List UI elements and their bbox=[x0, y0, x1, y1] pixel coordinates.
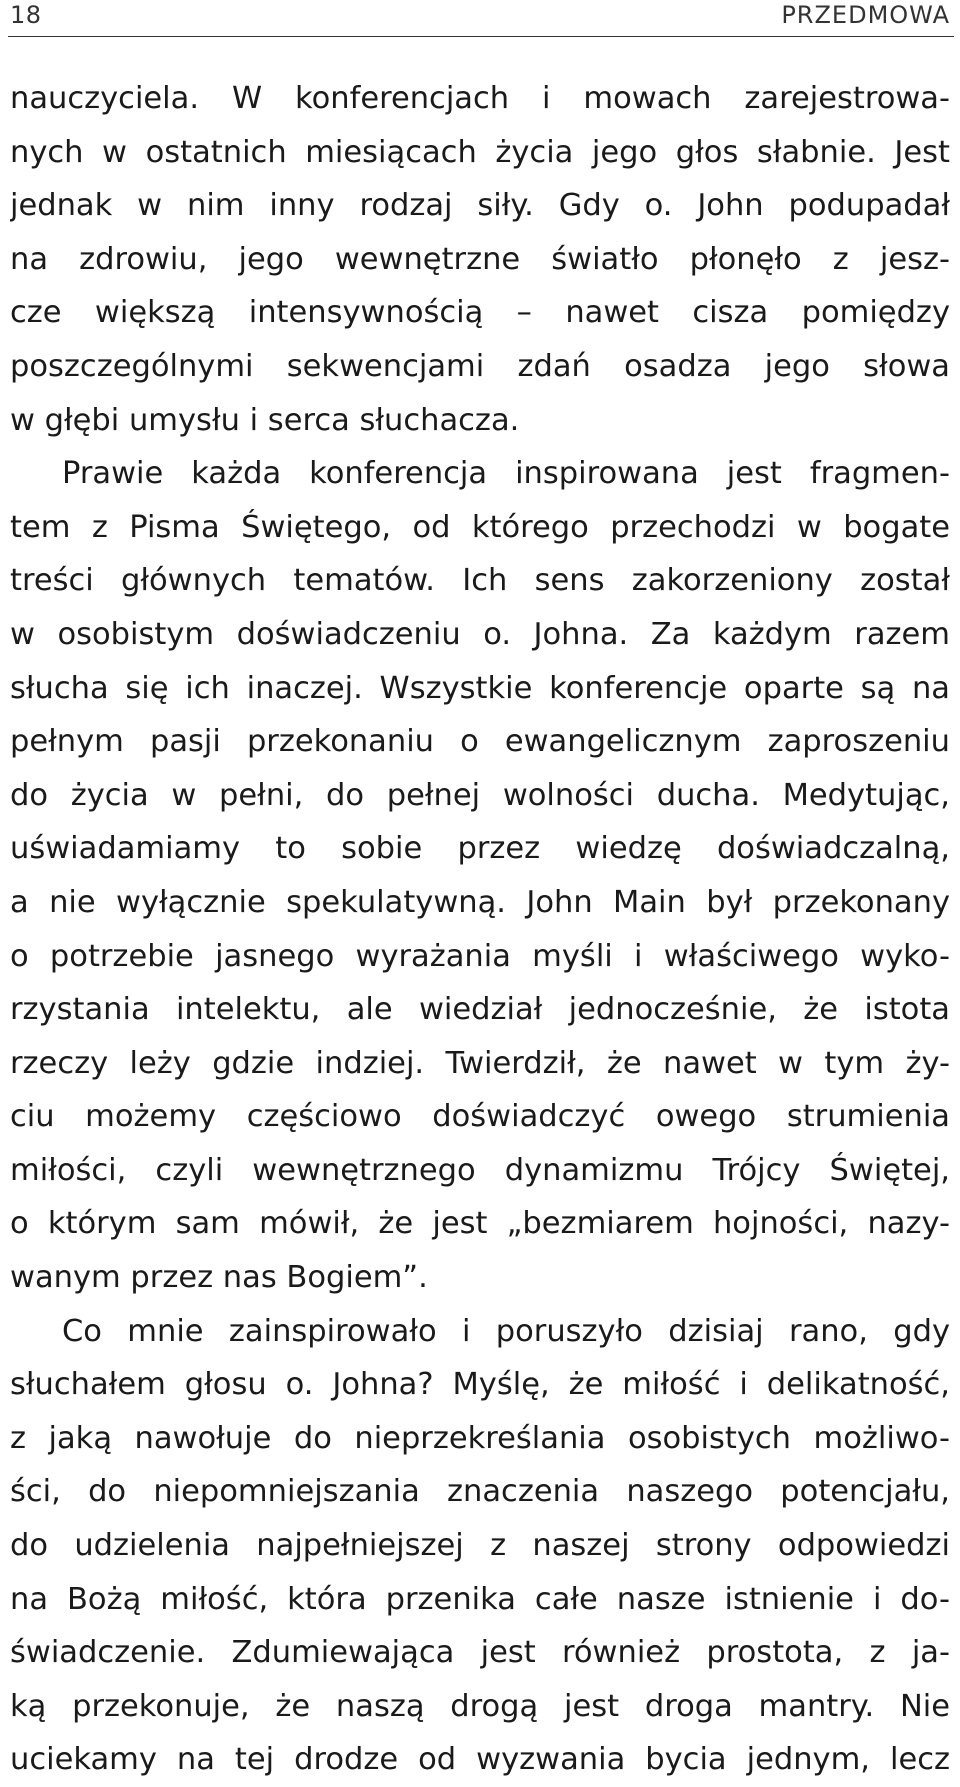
text-line: ką przekonuje, że naszą drogą jest droga mantry. Nie bbox=[10, 1688, 950, 1724]
text-line: rzeczy leży gdzie indziej. Twierdził, że nawet w tym ży- bbox=[10, 1045, 950, 1081]
text-line: rzystania intelektu, ale wiedział jednocześnie, że istota bbox=[10, 992, 950, 1028]
paragraph-start-line: Co mnie zainspirowało i poruszyło dzisiaj rano, gdy bbox=[62, 1313, 950, 1349]
text-line: ści, do niepomniejszania znaczenia naszego potencjału, bbox=[10, 1474, 950, 1510]
text-line: nauczyciela. W konferencjach i mowach zarejestrowa- bbox=[10, 81, 950, 116]
text-line: słuchałem głosu o. Johna? Myślę, że miłość i delikatność, bbox=[10, 1367, 950, 1403]
text-line: świadczenie. Zdumiewająca jest również prostota, z ja- bbox=[10, 1635, 950, 1671]
text-line: o którym sam mówił, że jest „bezmiarem hojności, nazy- bbox=[10, 1206, 950, 1242]
text-line: tem z Pisma Świętego, od którego przechodzi w bogate bbox=[10, 509, 950, 545]
text-line: słucha się ich inaczej. Wszystkie konferencje oparte są na bbox=[10, 670, 950, 706]
text-line: ciu możemy częściowo doświadczyć owego strumienia bbox=[10, 1099, 950, 1135]
header-divider bbox=[8, 36, 954, 37]
body-text bbox=[10, 72, 950, 1787]
text-line: uświadamiamy to sobie przez wiedzę doświadczalną, bbox=[10, 831, 950, 867]
text-line: z jaką nawołuje do nieprzekreślania osobistych możliwo- bbox=[10, 1420, 950, 1456]
text-line: wanym przez nas Bogiem”. bbox=[10, 1260, 428, 1296]
text-line: treści głównych tematów. Ich sens zakorzeniony został bbox=[10, 563, 950, 599]
text-line: do udzielenia najpełniejszej z naszej strony odpowiedzi bbox=[10, 1528, 950, 1564]
text-line: miłości, czyli wewnętrznego dynamizmu Trójcy Świętej, bbox=[10, 1152, 950, 1188]
text-line: a nie wyłącznie spekulatywną. John Main był przekonany bbox=[10, 884, 950, 920]
text-line: w osobistym doświadczeniu o. Johna. Za każdym razem bbox=[10, 616, 950, 652]
text-line: cze większą intensywnością – nawet cisza pomiędzy bbox=[10, 295, 950, 331]
running-head: PRZEDMOWA bbox=[781, 1, 950, 29]
text-line: poszczególnymi sekwencjami zdań osadza jego słowa bbox=[10, 348, 950, 384]
text-line: jednak w nim inny rodzaj siły. Gdy o. John podupadał bbox=[10, 188, 950, 224]
page-number: 18 bbox=[10, 1, 42, 29]
text-line: o potrzebie jasnego wyrażania myśli i właściwego wyko- bbox=[10, 938, 950, 974]
text-line: do życia w pełni, do pełnej wolności ducha. Medytując, bbox=[10, 777, 950, 813]
text-line: nych w ostatnich miesiącach życia jego głos słabnie. Jest bbox=[10, 134, 950, 170]
text-line: na Bożą miłość, która przenika całe nasze istnienie i do- bbox=[10, 1581, 950, 1617]
text-line: uciekamy na tej drodze od wyzwania bycia jednym, lecz bbox=[10, 1742, 950, 1778]
text-line: w głębi umysłu i serca słuchacza. bbox=[10, 402, 520, 438]
text-line: na zdrowiu, jego wewnętrzne światło płonęło z jesz- bbox=[10, 241, 950, 277]
text-line: pełnym pasji przekonaniu o ewangelicznym zaproszeniu bbox=[10, 724, 950, 760]
paragraph-start-line: Prawie każda konferencja inspirowana jest fragmen- bbox=[62, 456, 950, 492]
page-header bbox=[10, 0, 952, 34]
